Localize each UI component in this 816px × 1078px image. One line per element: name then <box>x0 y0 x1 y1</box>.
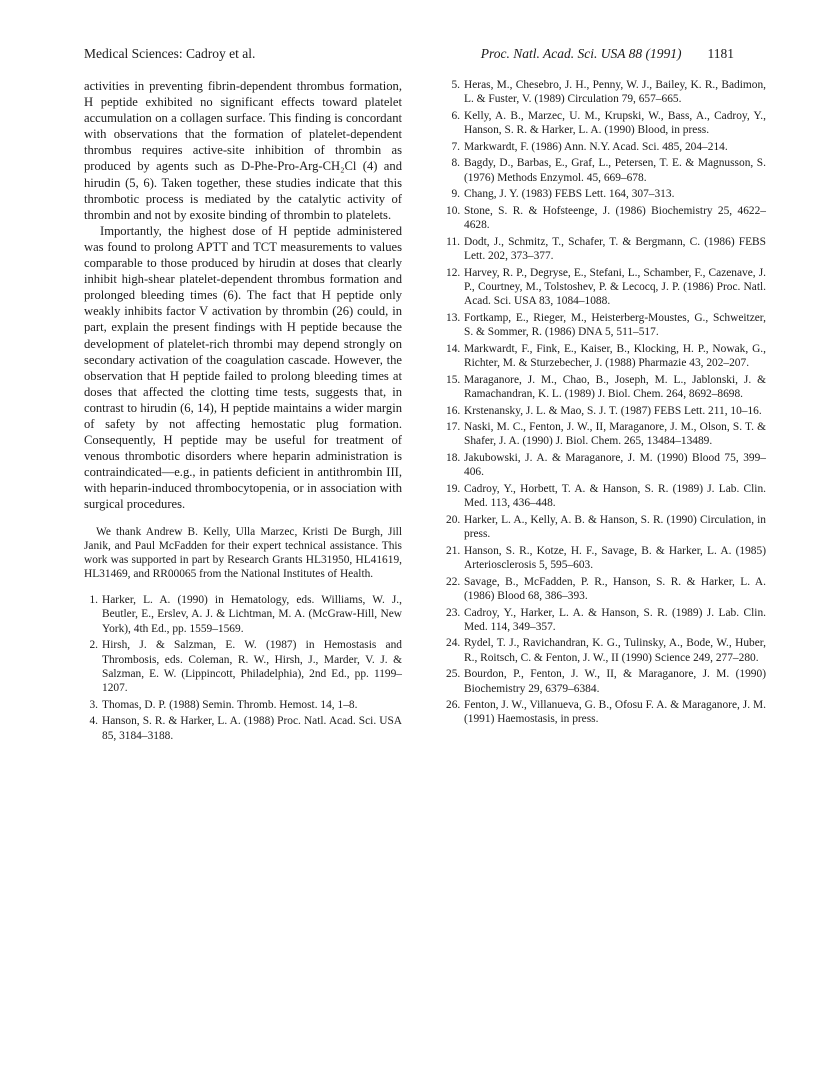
reference-text: Maraganore, J. M., Chao, B., Joseph, M. L., Jablonski, J. & Ramachandran, K. L. (1989) J. Biol. Chem. 264, 8692–8698. <box>464 373 766 400</box>
reference-item <box>84 698 402 712</box>
reference-item <box>446 204 766 233</box>
right-column <box>446 78 766 729</box>
reference-text: Dodt, J., Schmitz, T., Schafer, T. & Bergmann, C. (1986) FEBS Lett. 202, 373–377. <box>464 235 766 263</box>
reference-list-left <box>84 593 402 743</box>
reference-number: 8. <box>451 157 460 170</box>
reference-number: 9. <box>451 188 460 201</box>
reference-text: Harker, L. A. (1990) in Hematology, eds. Williams, W. J., Beutler, E., Erslev, A. J. & Lichtman, M. A. (McGraw-Hill, New York), 4th Ed., pp. 1559–1569. <box>102 594 402 635</box>
reference-number: 5. <box>451 79 460 91</box>
reference-number: 15. <box>446 373 461 386</box>
reference-item <box>84 593 402 636</box>
reference-text: Harvey, R. P., Degryse, E., Stefani, L., Schamber, F., Cazenave, J. P., Courtney, M., Tolstoshev, P. & Lecocq, J. P. (1986) Proc. Natl. Acad. Sci. USA 83, 1084–1088. <box>464 266 766 308</box>
reference-number: 13. <box>446 311 461 324</box>
reference-number: 24. <box>446 637 461 650</box>
reference-number: 20. <box>446 513 461 526</box>
body-paragraph-2: Importantly, the highest dose of H peptide administered was found to prolong APTT and TCT measurements to values comparable to those produced by hirudin at doses that clearly inhibit high-shear platelet-dependent thrombus formation and prolonged bleeding times (6). The fact that H peptide only weakly inhibits factor V activation by thrombin (26) could, in part, explain the present findings with H peptide because the development of platelet-rich thrombi may depend strongly on secondary activation of the coagulation cascade. However, the observation that H peptide failed to prolong bleeding times at doses that affected the clotting time tests, suggests that, in contrast to hirudin (6, 14), H peptide maintains a wider margin of safety by not affecting hemostatic plug formation. Consequently, H peptide may be useful for treatment of venous thrombotic disorders where heparin administration is contraindicated—e.g., in patients deficient in antithrombin III, with heparin-induced thrombocytopenia, or in association with surgical procedures. <box>84 223 402 512</box>
reference-item <box>446 606 766 635</box>
reference-text: Bourdon, P., Fenton, J. W., II, & Maraganore, J. M. (1990) Biochemistry 29, 6379–6384. <box>464 668 766 695</box>
running-header <box>84 46 734 66</box>
reference-number: 17. <box>446 421 461 434</box>
reference-item <box>84 714 402 743</box>
reference-text: Bagdy, D., Barbas, E., Graf, L., Petersen, T. E. & Magnusson, S. (1976) Methods Enzymol. 45, 669–678. <box>464 157 766 184</box>
reference-item <box>446 342 766 371</box>
reference-item <box>446 266 766 309</box>
reference-item <box>446 156 766 185</box>
reference-text: Markwardt, F. (1986) Ann. N.Y. Acad. Sci. 485, 204–214. <box>464 140 728 153</box>
running-head-authors: Medical Sciences: Cadroy et al. <box>84 46 256 61</box>
reference-number: 10. <box>446 204 461 217</box>
reference-number: 23. <box>446 606 461 619</box>
reference-text: Thomas, D. P. (1988) Semin. Thromb. Hemost. 14, 1–8. <box>102 698 358 711</box>
reference-text: Kelly, A. B., Marzec, U. M., Krupski, W., Bass, A., Cadroy, Y., Hanson, S. R. & Harker, L. A. (1990) Blood, in press. <box>464 109 766 137</box>
reference-number: 26. <box>446 699 461 712</box>
reference-number: 14. <box>446 342 461 355</box>
reference-number: 6. <box>451 109 460 122</box>
reference-number: 19. <box>446 482 461 495</box>
acknowledgment: We thank Andrew B. Kelly, Ulla Marzec, Kristi De Burgh, Jill Janik, and Paul McFadden for their expert technical assistance. This work was supported in part by Research Grants HL31950, HL41619, HL31469, and RR00065 from the National Institutes of Health. <box>84 525 402 581</box>
reference-text: Fortkamp, E., Rieger, M., Heisterberg-Moustes, G., Schweitzer, S. & Sommer, R. (1986) DNA 5, 511–517. <box>464 311 766 339</box>
reference-text: Hirsh, J. & Salzman, E. W. (1987) in Hemostasis and Thrombosis, eds. Coleman, R. W., Hirsh, J., Marder, V. J. & Salzman, E. W. (Lippincott, Philadelphia), 2nd Ed., pp. 1199–1207. <box>102 639 402 694</box>
body-paragraph-1: activities in preventing fibrin-dependent thrombus formation, H peptide exhibited no significant effects toward platelet accumulation on a collagen surface. This finding is concordant with observations that the formation of platelet-dependent thrombus requires active-site inhibition of thrombin as produced by agents such as D-Phe-Pro-Arg-CH₂Cl (4) and hirudin (5, 6). Taken together, these studies indicate that this thrombotic process is mediated by the catalytic activity of thrombin and not by exosite binding of thrombin to platelets. <box>84 79 402 222</box>
reference-text: Cadroy, Y., Harker, L. A. & Hanson, S. R. (1989) J. Lab. Clin. Med. 114, 349–357. <box>464 606 766 633</box>
reference-number: 7. <box>451 140 460 153</box>
reference-number: 18. <box>446 452 461 465</box>
reference-text: Rydel, T. J., Ravichandran, K. G., Tulinsky, A., Bode, W., Huber, R., Roitsch, C. & Fenton, J. W., II (1990) Science 249, 277–280. <box>464 637 766 664</box>
reference-text: Krstenansky, J. L. & Mao, S. J. T. (1987) FEBS Lett. 211, 10–16. <box>464 404 762 417</box>
reference-item <box>446 575 766 604</box>
reference-item <box>446 636 766 665</box>
reference-item <box>446 373 766 402</box>
reference-item <box>446 404 766 418</box>
reference-item <box>84 638 402 695</box>
reference-number: 12. <box>446 266 461 279</box>
reference-text: Markwardt, F., Fink, E., Kaiser, B., Klocking, H. P., Nowak, G., Richter, M. & Sturzebecher, J. (1988) Pharmazie 43, 202–207. <box>464 342 766 370</box>
reference-text: Fenton, J. W., Villanueva, G. B., Ofosu F. A. & Maraganore, J. M. (1991) Haemostasis, in press. <box>464 699 766 726</box>
reference-text: Naski, M. C., Fenton, J. W., II, Maraganore, J. M., Olson, S. T. & Shafer, J. A. (1990) J. Biol. Chem. 265, 13484–13489. <box>464 421 766 448</box>
reference-number: 22. <box>446 575 461 588</box>
reference-item <box>446 187 766 201</box>
reference-text: Hanson, S. R. & Harker, L. A. (1988) Proc. Natl. Acad. Sci. USA 85, 3184–3188. <box>102 715 402 742</box>
left-column <box>84 78 402 745</box>
reference-item <box>446 420 766 449</box>
reference-number: 25. <box>446 668 461 681</box>
reference-item <box>446 482 766 511</box>
reference-text: Heras, M., Chesebro, J. H., Penny, W. J., Bailey, K. R., Badimon, L. & Fuster, V. (1989) Circulation 79, 657–665. <box>464 79 766 106</box>
reference-number: 21. <box>446 544 461 557</box>
reference-item <box>446 109 766 138</box>
reference-text: Harker, L. A., Kelly, A. B. & Hanson, S. R. (1990) Circulation, in press. <box>464 513 766 541</box>
running-head-journal: Proc. Natl. Acad. Sci. USA 88 (1991) <box>480 46 682 61</box>
reference-text: Cadroy, Y., Horbett, T. A. & Hanson, S. R. (1989) J. Lab. Clin. Med. 113, 436–448. <box>464 482 766 510</box>
reference-item <box>446 311 766 340</box>
reference-text: Hanson, S. R., Kotze, H. F., Savage, B. & Harker, L. A. (1985) Arteriosclerosis 5, 595–603. <box>464 544 766 571</box>
reference-text: Jakubowski, J. A. & Maraganore, J. M. (1990) Blood 75, 399–406. <box>464 452 766 479</box>
reference-item <box>446 698 766 727</box>
reference-number: 11. <box>446 235 460 248</box>
reference-item <box>446 513 766 542</box>
reference-number: 3. <box>89 698 98 711</box>
reference-item <box>446 451 766 480</box>
reference-item <box>446 78 766 107</box>
reference-text: Savage, B., McFadden, P. R., Hanson, S. R. & Harker, L. A. (1986) Blood 68, 386–393. <box>464 575 766 602</box>
reference-item <box>446 140 766 154</box>
reference-item <box>446 667 766 696</box>
reference-item <box>446 235 766 264</box>
page-number: 1181 <box>707 46 734 61</box>
reference-number: 2. <box>89 639 98 652</box>
reference-number: 1. <box>89 594 98 607</box>
reference-number: 16. <box>446 404 461 417</box>
running-head-journal-block <box>481 46 734 62</box>
reference-text: Chang, J. Y. (1983) FEBS Lett. 164, 307–313. <box>464 188 675 201</box>
reference-list-right <box>446 78 766 727</box>
reference-number: 4. <box>89 715 98 728</box>
reference-item <box>446 544 766 573</box>
reference-text: Stone, S. R. & Hofsteenge, J. (1986) Biochemistry 25, 4622–4628. <box>464 204 766 232</box>
